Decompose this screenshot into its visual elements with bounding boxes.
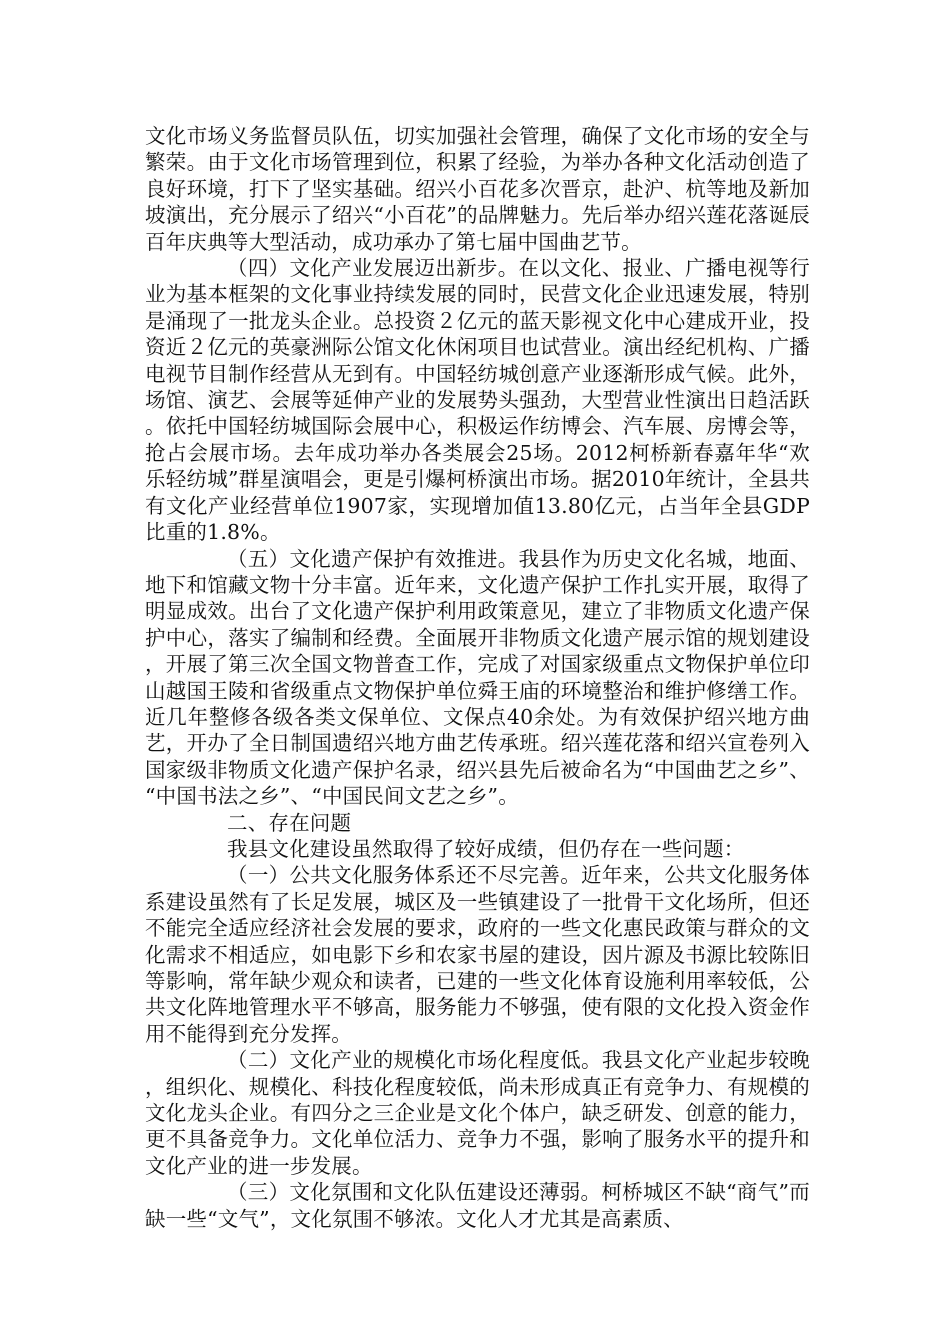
paragraph-heritage-protection: （五）文化遗产保护有效推进。我县作为历史文化名城，地面、地下和馆藏文物十分丰富。近年来，文化遗产保护工作扎实开展，取得了明显成效。出台了文化遗产保护利用政策意见，建立了非物质文化遗产保护中心，落实了编制和经费。全面展开非物质文化遗产展示馆的规划建设，开展了第三次全国文物普查工作，完成了对国家级重点文物保护单位印山越国王陵和省级重点文物保护单位舜王庙的环境整治和维护修缮工作。近几年整修各级各类文保单位、文保点40余处。为有效保护绍兴地方曲艺，开办了全日制国遗绍兴地方曲艺传承班。绍兴莲花落和绍兴宣卷列入国家级非物质文化遗产保护名录，绍兴县先后被命名为“中国曲艺之乡”、“中国书法之乡”、“中国民间文艺之乡”。	[145, 546, 810, 809]
paragraph-cultural-industry: （四）文化产业发展迈出新步。在以文化、报业、广播电视等行业为基本框架的文化事业持续发展的同时，民营文化企业迅速发展，特别是涌现了一批龙头企业。总投资２亿元的蓝天影视文化中心建成开业，投资近２亿元的英豪洲际公馆文化休闲项目也试营业。演出经纪机构、广播电视节目制作经营从无到有。中国轻纺城创意产业逐渐形成气候。此外，场馆、演艺、会展等延伸产业的发展势头强劲，大型营业性演出日趋活跃。依托中国轻纺城国际会展中心，积极运作纺博会、汽车展、房博会等，抢占会展市场。去年成功举办各类展会25场。2012柯桥新春嘉年华“欢乐轻纺城”群星演唱会，更是引爆柯桥演出市场。据2010年统计，全县共有文化产业经营单位1907家，实现增加值13.80亿元，占当年全县GDP比重的1.8%。	[145, 256, 810, 545]
paragraph-industry-scale: （二）文化产业的规模化市场化程度低。我县文化产业起步较晚，组织化、规模化、科技化程度较低，尚未形成真正有竞争力、有规模的文化龙头企业。有四分之三企业是文化个体户，缺乏研发、创意的能力，更不具备竞争力。文化单位活力、竞争力不强，影响了服务水平的提升和文化产业的进一步发展。	[145, 1048, 810, 1178]
document-body	[145, 123, 810, 1232]
paragraph-problems-intro: 我县文化建设虽然取得了较好成绩，但仍存在一些问题：	[227, 836, 745, 861]
paragraph-cultural-atmosphere: （三）文化氛围和文化队伍建设还薄弱。柯桥城区不缺“商气”而缺一些“文气”，文化氛围不够浓。文化人才尤其是高素质、	[145, 1180, 810, 1231]
section-heading-existing-problems: 二、存在问题	[227, 810, 352, 835]
paragraph-public-service-system: （一）公共文化服务体系还不尽完善。近年来，公共文化服务体系建设虽然有了长足发展，城区及一些镇建设了一批骨干文化场所，但还不能完全适应经济社会发展的要求，政府的一些文化惠民政策与群众的文化需求不相适应，如电影下乡和农家书屋的建设，因片源及书源比较陈旧等影响，常年缺少观众和读者，已建的一些文化体育设施利用率较低，公共文化阵地管理水平不够高，服务能力不够强，使有限的文化投入资金作用不能得到充分发挥。	[145, 863, 810, 1046]
paragraph-continued-culture-market: 文化市场义务监督员队伍，切实加强社会管理，确保了文化市场的安全与繁荣。由于文化市场管理到位，积累了经验，为举办各种文化活动创造了良好环境，打下了坚实基础。绍兴小百花多次晋京，赴沪、杭等地及新加坡演出，充分展示了绍兴“小百花”的品牌魅力。先后举办绍兴莲花落诞辰百年庆典等大型活动，成功承办了第七届中国曲艺节。	[145, 124, 810, 254]
